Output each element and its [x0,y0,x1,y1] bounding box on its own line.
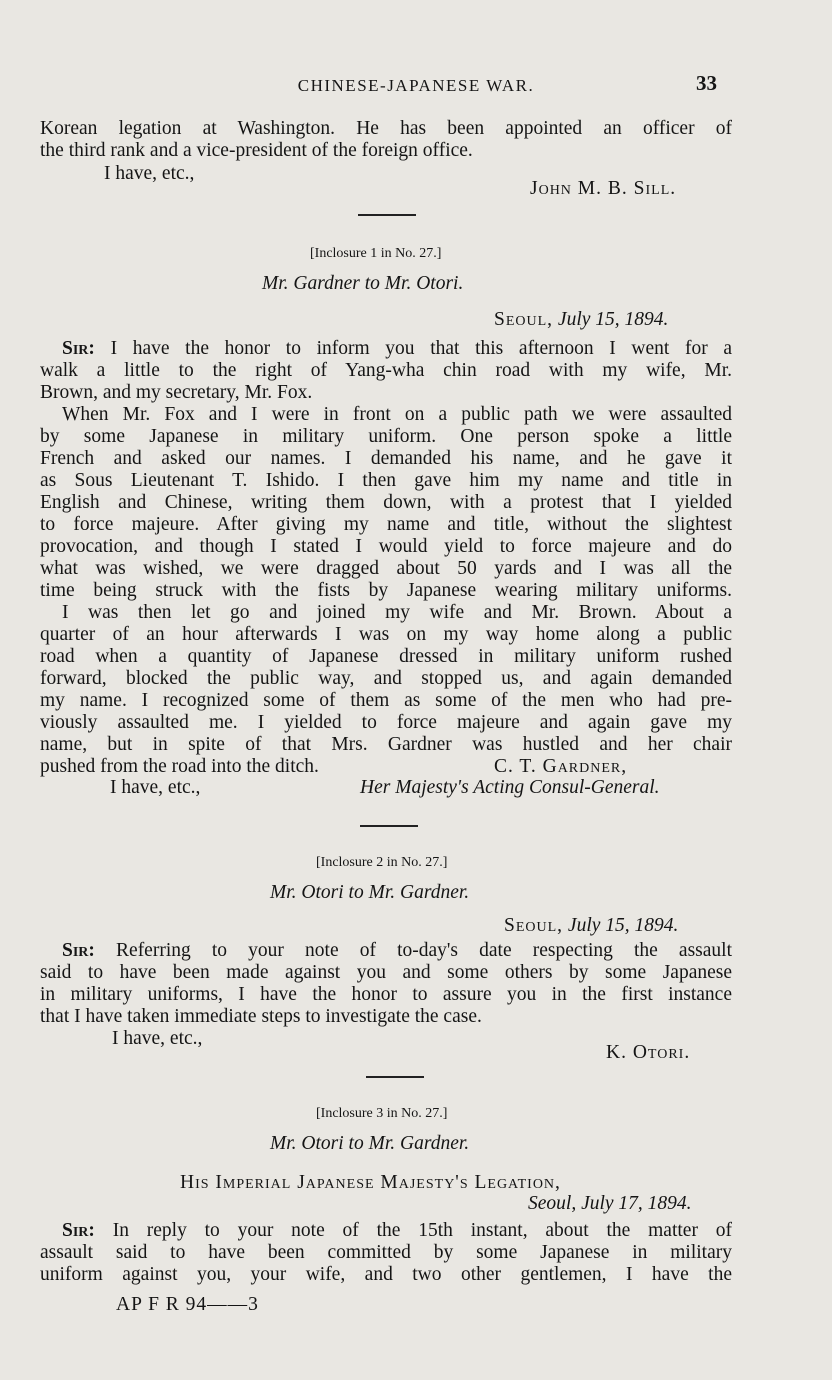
text-line: name, but in spite of that Mrs. Gardner was hustled and her chair [40,734,732,755]
text-line: walk a little to the right of Yang-wha chin road with my wife, Mr. [40,360,732,381]
inclosure-label: [Inclosure 1 in No. 27.] [310,246,442,261]
letter-title: Mr. Otori to Mr. Gardner. [270,882,470,903]
text-line: by some Japanese in military uniform. One person spoke a little [40,426,732,447]
section-divider [366,1076,424,1078]
text-line: When Mr. Fox and I were in front on a public path we were assaulted [62,404,732,425]
section-divider [360,825,418,827]
text-line: Sir: I have the honor to inform you that this afternoon I went for a [62,338,733,359]
letter-title: Mr. Gardner to Mr. Otori. [262,273,464,294]
salutation: Sir: [62,1220,95,1241]
text-line: I was then let go and joined my wife and Mr. Brown. About a [62,602,732,623]
text-line: as Sous Lieutenant T. Ishido. I then gave him my name and title in [40,470,732,491]
salutation: Sir: [62,338,95,359]
text-line: my name. I recognized some of them as some of the men who had pre- [40,690,732,711]
legation-heading: His Imperial Japanese Majesty's Legation, [180,1172,561,1193]
text-line: Sir: Referring to your note of to-day's date respecting the assault [62,940,732,961]
text-line: forward, blocked the public way, and stopped us, and again demanded [40,668,732,689]
text-line: the third rank and a vice-president of the foreign office. [40,140,473,161]
dateline: Seoul, July 17, 1894. [528,1193,692,1214]
closing-line: I have, etc., [112,1028,203,1049]
dateline: Seoul, July 15, 1894. [494,309,669,330]
printer-signature-mark: AP F R 94——3 [116,1294,259,1315]
text-line: French and asked our names. I demanded his name, and he gave it [40,448,732,469]
text-line: that I have taken immediate steps to investigate the case. [40,1006,482,1027]
text-line: provocation, and though I stated I would yield to force majeure and do [40,536,732,557]
text-line: pushed from the road into the ditch. [40,756,319,777]
text-line: uniform against you, your wife, and two other gentlemen, I have the [40,1264,732,1285]
text-line: what was wished, we were dragged about 50 yards and I was all the [40,558,732,579]
inclosure-label: [Inclosure 2 in No. 27.] [316,855,448,870]
text-line: Sir: In reply to your note of the 15th instant, about the matter of [62,1220,732,1241]
signature: K. Otori. [606,1042,691,1063]
text-line: in military uniforms, I have the honor to assure you in the first instance [40,984,732,1005]
letter-title: Mr. Otori to Mr. Gardner. [270,1133,470,1154]
text-line: Brown, and my secretary, Mr. Fox. [40,382,313,403]
text-line: assault said to have been committed by some Japanese in military [40,1242,732,1263]
running-header: CHINESE-JAPANESE WAR. [297,76,535,95]
section-divider [358,214,416,216]
text-line: viously assaulted me. I yielded to force majeure and again gave my [40,712,732,733]
closing-line: I have, etc., [104,163,195,184]
dateline: Seoul, July 15, 1894. [504,915,679,936]
text-line: to force majeure. After giving my name and title, without the slightest [40,514,732,535]
signature: John M. B. Sill. [530,178,677,199]
salutation: Sir: [62,940,95,961]
inclosure-label: [Inclosure 3 in No. 27.] [316,1106,448,1121]
page-number: 33 [696,71,717,95]
text-line: road when a quantity of Japanese dressed in military uniform rushed [40,646,732,667]
closing-line: I have, etc., [110,777,201,798]
signature: C. T. Gardner, [494,756,628,777]
text-line: quarter of an hour afterwards I was on my way home along a public [40,624,732,645]
text-line: Korean legation at Washington. He has been appointed an officer of [40,118,732,139]
text-line: time being struck with the fists by Japanese wearing military uniforms. [40,580,732,601]
signature-title: Her Majesty's Acting Consul-General. [360,777,660,798]
text-line: said to have been made against you and some others by some Japanese [40,962,732,983]
text-line: English and Chinese, writing them down, with a protest that I yielded [40,492,732,513]
